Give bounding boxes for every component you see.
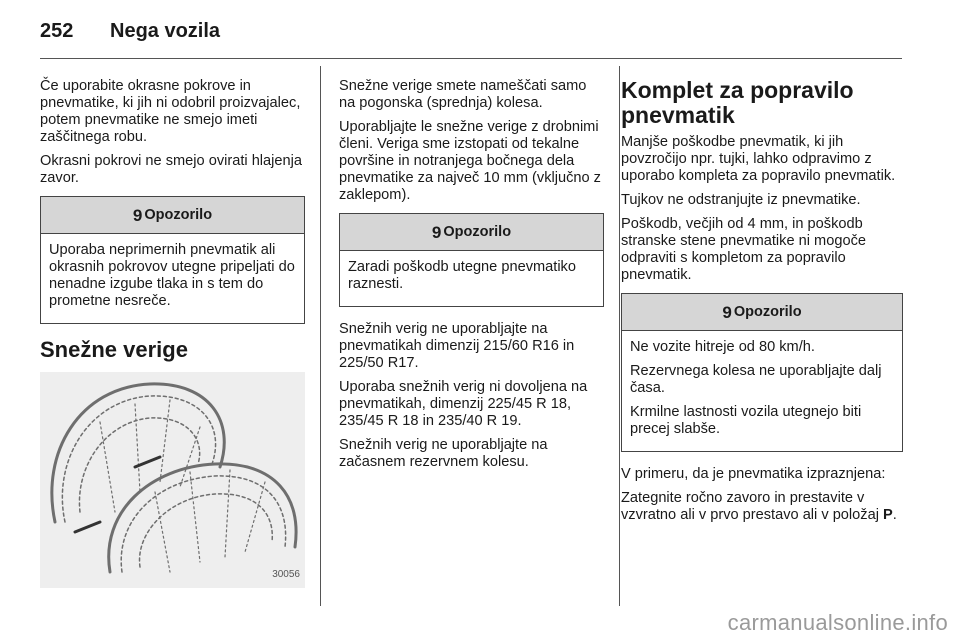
warning-icon: 9 (431, 222, 442, 242)
warning-text: Zaradi poškodb utegne pnevmatiko raznesti. (348, 259, 576, 292)
paragraph: Manjše poškodbe pnevmatik, ki jih povzročijo npr. tujki, lahko odpravimo z uporabo kompleta za popravilo pnevmatik. (621, 134, 896, 184)
paragraph: Uporabljajte le snežne verige z drobnimi členi. Veriga sme izstopati od tekalne površine in notranjega bočnega dela pnevmatike za največ 10 mm (vključno z zaklepom). (339, 119, 601, 203)
watermark: carmanualsonline.info (727, 610, 948, 635)
warning-text: Uporaba neprimernih pnevmatik ali okrasnih pokrovov utegne pripeljati do nenadne izgube tlaka in s tem do prometne nesreče. (49, 242, 295, 309)
paragraph: Okrasni pokrovi ne smejo ovirati hlajenja zavor. (40, 153, 302, 186)
paragraph: V primeru, da je pnevmatika izpraznjena: (621, 466, 886, 482)
warning-title: Opozorilo (144, 206, 213, 223)
warning-box (40, 196, 305, 324)
column-divider-1 (320, 66, 321, 606)
header-rule (40, 58, 902, 59)
warning-body (340, 251, 603, 306)
paragraph: Poškodb, večjih od 4 mm, in poškodb stranske stene pnevmatike ni mogoče odpraviti s kompletom za popravilo pnevmatik. (621, 216, 866, 283)
snow-chains-drawing (40, 372, 305, 588)
paragraph-end: . (892, 507, 897, 523)
warning-text: Krmilne lastnosti vozila utegnejo biti precej slabše. (630, 404, 862, 437)
figure-number: 30056 (272, 569, 300, 580)
column-1 (40, 78, 305, 588)
warning-header (622, 294, 902, 331)
warning-icon: 9 (132, 205, 143, 225)
snow-chains-illustration (40, 372, 305, 588)
paragraph: Snežnih verig ne uporabljajte na začasnem rezervnem kolesu. (339, 437, 548, 470)
warning-text: Rezervnega kolesa ne uporabljajte dalj časa. (630, 363, 882, 396)
paragraph (621, 490, 903, 524)
page-number: 252 (40, 20, 74, 42)
warning-title: Opozorilo (733, 303, 802, 320)
warning-icon: 9 (722, 302, 732, 322)
warning-body (622, 331, 902, 451)
section-heading: Snežne verige (40, 337, 188, 362)
column-2 (339, 78, 604, 478)
paragraph-text: Zategnite ročno zavoro in prestavite v vzvratno ali v prvo prestavo ali v položaj (621, 490, 883, 523)
paragraph: Snežne verige smete nameščati samo na pogonska (sprednja) kolesa. (339, 78, 587, 111)
paragraph: Če uporabite okrasne pokrove in pnevmatike, ki jih ni odobril proizvajalec, potem pnevmatike ne smejo imeti zaščitnega robu. (40, 78, 301, 145)
warning-header (41, 197, 304, 234)
warning-body (41, 234, 304, 323)
page-title: Nega vozila (110, 20, 221, 42)
paragraph: Snežnih verig ne uporabljajte na pnevmatikah dimenzij 215/60 R16 in 225/50 R17. (339, 321, 575, 371)
column-3 (621, 78, 903, 531)
paragraph: Tujkov ne odstranjujte iz pnevmatike. (621, 192, 861, 208)
warning-box (621, 293, 903, 452)
warning-text: Ne vozite hitreje od 80 km/h. (630, 339, 815, 355)
section-heading: Komplet za popravilo pnevmatik (621, 77, 854, 128)
paragraph: Uporaba snežnih verig ni dovoljena na pnevmatikah, dimenzij 225/45 R 18, 235/45 R 18 in 235/40 R 19. (339, 379, 588, 429)
warning-box (339, 213, 604, 307)
warning-title: Opozorilo (443, 223, 512, 240)
page-header (40, 20, 220, 50)
column-divider-2 (619, 66, 620, 606)
gear-position-p: P (883, 507, 893, 523)
warning-header (340, 214, 603, 251)
